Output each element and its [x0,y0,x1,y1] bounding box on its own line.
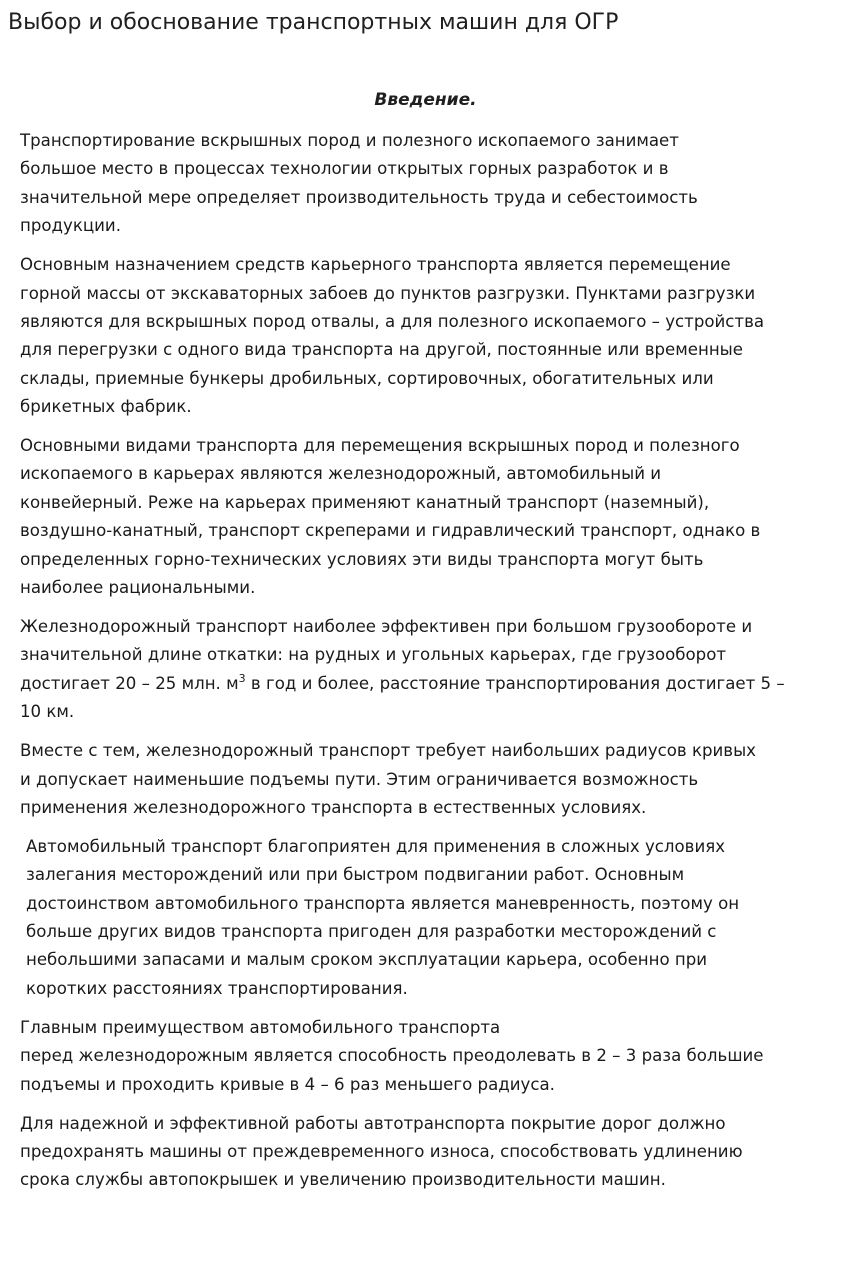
paragraph-line: залегания месторождений или при быстром подвигании работ. Основным [26,865,685,885]
paragraph-line: значительной мере определяет производительность труда и себестоимость [20,187,698,207]
paragraph-line: перед железнодорожным является способность преодолевать в 2 – 3 раза большие [20,1046,764,1066]
paragraph-line: предохранять машины от преждевременного износа, способствовать удлинению [20,1141,743,1161]
paragraph-line: коротких расстояниях транспортирования. [26,978,408,998]
paragraph-line: достоинством автомобильного транспорта является маневренность, поэтому он [26,893,740,913]
paragraph-line: продукции. [20,216,121,236]
paragraph-line: являются для вскрышных пород отвалы, а для полезного ископаемого – устройства [20,311,765,331]
paragraph-1 [8,127,843,241]
page-title: Выбор и обоснование транспортных машин для ОГР [8,10,619,35]
paragraph-8 [8,1110,843,1195]
superscript-exponent: 3 [238,671,246,685]
paragraph-line: значительной длине откатки: на рудных и угольных карьерах, где грузооборот [20,645,727,665]
paragraph-line: срока службы автопокрышек и увеличению производительности машин. [20,1170,666,1190]
paragraph-line: Автомобильный транспорт благоприятен для применения в сложных условиях [26,836,726,856]
paragraph-line: склады, приемные бункеры дробильных, сортировочных, обогатительных или [20,368,714,388]
paragraph-6 [8,833,843,1003]
paragraph-line: наиболее рациональными. [20,578,256,598]
paragraph-line: Для надежной и эффективной работы автотранспорта покрытие дорог должно [20,1113,726,1133]
line-text: достигает 20 – 25 млн. м [20,673,239,693]
paragraph-line [8,670,843,698]
paragraph-line: Вместе с тем, железнодорожный транспорт требует наибольших радиусов кривых [20,741,757,761]
paragraph-line: Железнодорожный транспорт наиболее эффективен при большом грузообороте и [20,617,753,636]
paragraph-7 [8,1014,843,1099]
paragraph-line: больше других видов транспорта пригоден для разработки месторождений с [26,922,717,942]
section-heading: Введение. [374,90,477,110]
paragraph-line: Основным назначением средств карьерного транспорта является перемещение [20,255,731,275]
paragraph-line: Основными видами транспорта для перемещения вскрышных пород и полезного [20,436,740,456]
paragraph-line: небольшими запасами и малым сроком эксплуатации карьера, особенно при [26,950,708,970]
paragraph-line: брикетных фабрик. [20,397,192,417]
paragraph-line: определенных горно-технических условиях эти виды транспорта могут быть [20,549,704,569]
paragraph-3 [8,432,843,602]
paragraph-line: Транспортирование вскрышных пород и полезного ископаемого занимает [20,131,679,150]
paragraph-5 [8,737,843,822]
paragraph-line: применения железнодорожного транспорта в естественных условиях. [20,797,647,817]
document-page [8,0,843,1205]
paragraph-line: и допускает наименьшие подъемы пути. Этим ограничивается возможность [20,769,699,789]
paragraph-2 [8,251,843,421]
paragraph-line: большое место в процессах технологии открытых горных разработок и в [20,159,669,179]
paragraph-line: 10 км. [20,702,75,722]
paragraph-line: ископаемого в карьерах являются железнодорожный, автомобильный и [20,464,662,484]
paragraph-4 [8,613,843,727]
paragraph-line: горной массы от экскаваторных забоев до пунктов разгрузки. Пунктами разгрузки [20,283,756,303]
paragraph-line: для перегрузки с одного вида транспорта на другой, постоянные или временные [20,340,743,360]
document-body [8,127,843,1195]
paragraph-line: воздушно-канатный, транспорт скреперами и гидравлический транспорт, однако в [20,521,761,541]
paragraph-line: конвейерный. Реже на карьерах применяют канатный транспорт (наземный), [20,492,710,512]
paragraph-line: подъемы и проходить кривые в 4 – 6 раз меньшего радиуса. [20,1074,555,1094]
line-text: в год и более, расстояние транспортирования достигает 5 – [245,673,785,693]
paragraph-line: Главным преимуществом автомобильного транспорта [20,1017,501,1037]
